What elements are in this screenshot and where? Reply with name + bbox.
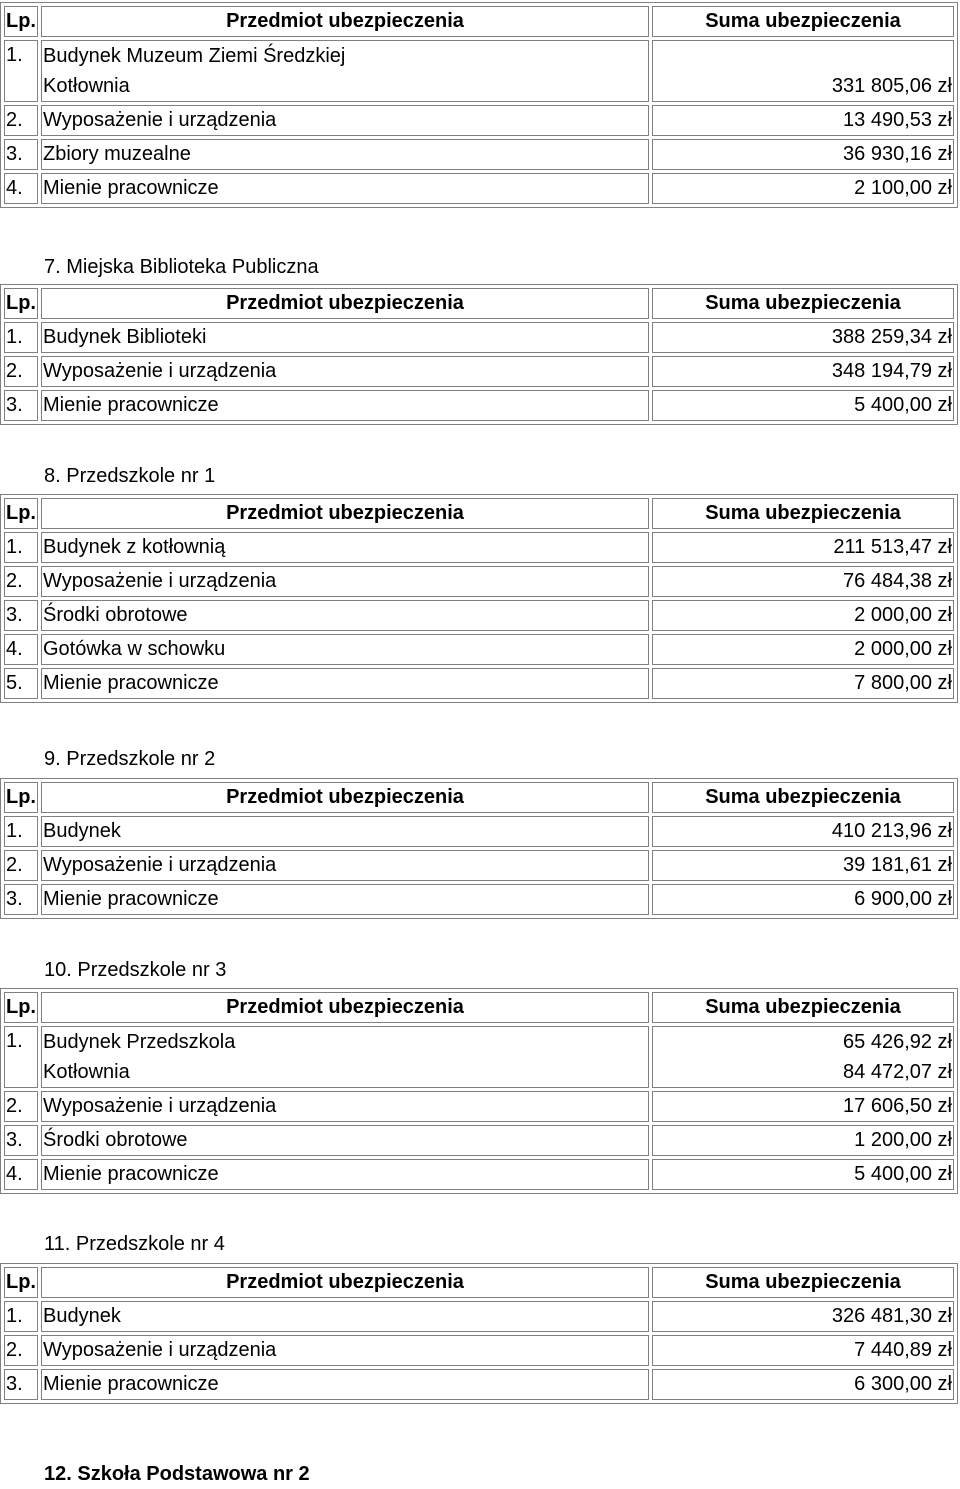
row-subject: Budynek z kotłownią <box>41 532 649 563</box>
table-row <box>4 1125 954 1156</box>
table-row <box>4 356 954 387</box>
section-title: 10. Przedszkole nr 3 <box>44 959 227 981</box>
insurance-table-kindergarten-4 <box>0 1263 958 1404</box>
row-lp: 1. <box>4 816 38 847</box>
row-lp: 4. <box>4 1159 38 1190</box>
row-lp: 4. <box>4 634 38 665</box>
header-subject: Przedmiot ubezpieczenia <box>41 6 649 37</box>
row-subject: Mienie pracownicze <box>41 1369 649 1400</box>
row-sum: 388 259,34 zł <box>652 322 954 353</box>
header-sum: Suma ubezpieczenia <box>652 1267 954 1298</box>
row-lp: 2. <box>4 1335 38 1366</box>
table-row <box>4 1301 954 1332</box>
table-row <box>4 850 954 881</box>
section-title: 11. Przedszkole nr 4 <box>44 1233 225 1255</box>
row-subject: Mienie pracownicze <box>41 668 649 699</box>
table-row <box>4 532 954 563</box>
header-subject: Przedmiot ubezpieczenia <box>41 992 649 1023</box>
table-row <box>4 322 954 353</box>
header-lp: Lp. <box>4 782 38 813</box>
header-subject: Przedmiot ubezpieczenia <box>41 1267 649 1298</box>
table-row <box>4 1159 954 1190</box>
row-sum: 5 400,00 zł <box>652 1159 954 1190</box>
row-sum: 5 400,00 zł <box>652 390 954 421</box>
row-lp: 1. <box>4 40 38 102</box>
header-sum: Suma ubezpieczenia <box>652 6 954 37</box>
table-row <box>4 600 954 631</box>
row-sum: 7 800,00 zł <box>652 668 954 699</box>
row-subject: Budynek <box>41 1301 649 1332</box>
header-subject: Przedmiot ubezpieczenia <box>41 782 649 813</box>
insurance-table-museum <box>0 2 958 208</box>
row-subject: Zbiory muzealne <box>41 139 649 170</box>
header-subject: Przedmiot ubezpieczenia <box>41 288 649 319</box>
row-subject-line: Budynek Muzeum Ziemi Średzkiej <box>43 45 346 67</box>
row-sum-line: 84 472,07 zł <box>843 1061 952 1083</box>
row-sum: 39 181,61 zł <box>652 850 954 881</box>
table-row <box>4 390 954 421</box>
table-header-row <box>4 498 954 529</box>
row-lp: 2. <box>4 105 38 136</box>
row-lp: 1. <box>4 322 38 353</box>
header-sum: Suma ubezpieczenia <box>652 498 954 529</box>
table-row <box>4 40 954 102</box>
table-row <box>4 139 954 170</box>
row-subject: Wyposażenie i urządzenia <box>41 1335 649 1366</box>
row-subject: Budynek <box>41 816 649 847</box>
row-subject: Gotówka w schowku <box>41 634 649 665</box>
row-sum: 6 300,00 zł <box>652 1369 954 1400</box>
table-header-row <box>4 992 954 1023</box>
table-row <box>4 634 954 665</box>
row-subject: Środki obrotowe <box>41 1125 649 1156</box>
row-sum: 36 930,16 zł <box>652 139 954 170</box>
row-lp: 3. <box>4 1369 38 1400</box>
table-header-row <box>4 288 954 319</box>
table-header-row <box>4 782 954 813</box>
table-row <box>4 668 954 699</box>
insurance-table-library <box>0 284 958 425</box>
row-sum: 76 484,38 zł <box>652 566 954 597</box>
row-sum: 17 606,50 zł <box>652 1091 954 1122</box>
row-subject: Wyposażenie i urządzenia <box>41 566 649 597</box>
row-lp: 4. <box>4 173 38 204</box>
table-header-row <box>4 1267 954 1298</box>
row-subject-line: Budynek Przedszkola <box>43 1031 236 1053</box>
header-sum: Suma ubezpieczenia <box>652 782 954 813</box>
row-subject: Mienie pracownicze <box>41 173 649 204</box>
table-row <box>4 1369 954 1400</box>
section-title: 9. Przedszkole nr 2 <box>44 748 216 770</box>
row-lp: 2. <box>4 566 38 597</box>
row-subject: Mienie pracownicze <box>41 884 649 915</box>
header-sum: Suma ubezpieczenia <box>652 992 954 1023</box>
row-sum: 2 000,00 zł <box>652 634 954 665</box>
row-sum: 13 490,53 zł <box>652 105 954 136</box>
row-subject: Wyposażenie i urządzenia <box>41 105 649 136</box>
row-lp: 2. <box>4 850 38 881</box>
row-subject <box>41 1026 649 1088</box>
header-sum: Suma ubezpieczenia <box>652 288 954 319</box>
header-lp: Lp. <box>4 1267 38 1298</box>
row-lp: 2. <box>4 1091 38 1122</box>
row-lp: 1. <box>4 1026 38 1088</box>
row-sum: 7 440,89 zł <box>652 1335 954 1366</box>
row-sum-line: 331 805,06 zł <box>831 75 952 97</box>
insurance-table-kindergarten-3 <box>0 988 958 1194</box>
row-lp: 5. <box>4 668 38 699</box>
row-subject-line: Kotłownia <box>43 75 130 97</box>
table-row <box>4 884 954 915</box>
row-sum <box>652 40 954 102</box>
table-header-row <box>4 6 954 37</box>
row-lp: 3. <box>4 1125 38 1156</box>
row-sum: 2 100,00 zł <box>652 173 954 204</box>
table-row <box>4 816 954 847</box>
row-subject <box>41 40 649 102</box>
table-row <box>4 1026 954 1088</box>
header-lp: Lp. <box>4 992 38 1023</box>
row-sum: 326 481,30 zł <box>652 1301 954 1332</box>
row-subject: Wyposażenie i urządzenia <box>41 1091 649 1122</box>
header-subject: Przedmiot ubezpieczenia <box>41 498 649 529</box>
row-subject-line: Kotłownia <box>43 1061 130 1083</box>
row-subject: Mienie pracownicze <box>41 1159 649 1190</box>
row-subject: Wyposażenie i urządzenia <box>41 850 649 881</box>
header-lp: Lp. <box>4 288 38 319</box>
table-row <box>4 1091 954 1122</box>
table-row <box>4 173 954 204</box>
row-lp: 2. <box>4 356 38 387</box>
row-sum: 2 000,00 zł <box>652 600 954 631</box>
row-lp: 3. <box>4 139 38 170</box>
table-row <box>4 1335 954 1366</box>
row-sum: 1 200,00 zł <box>652 1125 954 1156</box>
row-subject: Wyposażenie i urządzenia <box>41 356 649 387</box>
table-row <box>4 566 954 597</box>
insurance-table-kindergarten-2 <box>0 778 958 919</box>
row-sum: 410 213,96 zł <box>652 816 954 847</box>
row-subject: Budynek Biblioteki <box>41 322 649 353</box>
row-sum: 211 513,47 zł <box>652 532 954 563</box>
row-sum <box>652 1026 954 1088</box>
row-lp: 3. <box>4 600 38 631</box>
header-lp: Lp. <box>4 498 38 529</box>
section-title: 8. Przedszkole nr 1 <box>44 465 216 487</box>
row-subject: Środki obrotowe <box>41 600 649 631</box>
row-sum: 6 900,00 zł <box>652 884 954 915</box>
row-subject: Mienie pracownicze <box>41 390 649 421</box>
header-lp: Lp. <box>4 6 38 37</box>
row-sum-line <box>654 41 952 71</box>
row-lp: 1. <box>4 1301 38 1332</box>
insurance-table-kindergarten-1 <box>0 494 958 703</box>
row-sum: 348 194,79 zł <box>652 356 954 387</box>
section-title: 12. Szkoła Podstawowa nr 2 <box>44 1463 310 1485</box>
row-lp: 1. <box>4 532 38 563</box>
table-row <box>4 105 954 136</box>
row-sum-line: 65 426,92 zł <box>843 1031 952 1053</box>
section-title: 7. Miejska Biblioteka Publiczna <box>44 256 319 278</box>
row-lp: 3. <box>4 884 38 915</box>
row-lp: 3. <box>4 390 38 421</box>
